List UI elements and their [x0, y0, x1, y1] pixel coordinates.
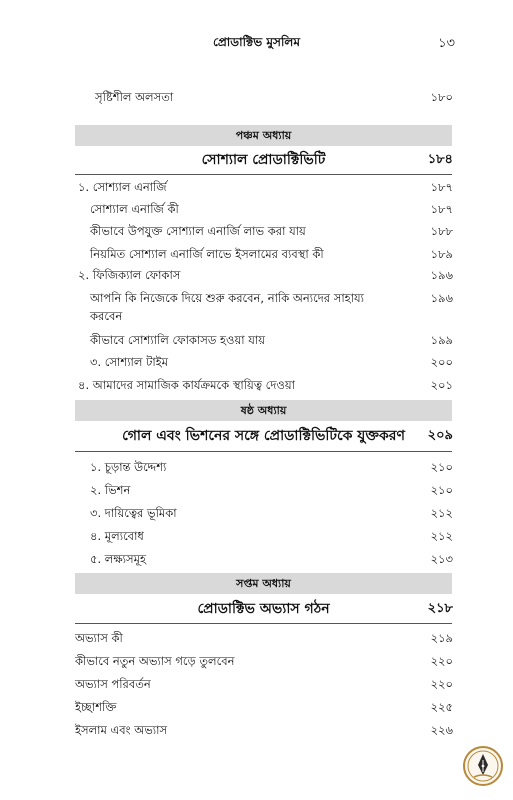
toc-entry-page: ২১৯ [430, 631, 453, 645]
chapter-page: ২০৯ [427, 428, 453, 443]
toc-entry-label: ৫. লক্ষ্যসমূহ [90, 552, 147, 566]
toc-entry-continuation [0, 305, 513, 327]
toc-entry [0, 176, 513, 198]
toc-entry-label: ২. ফিজিক্যাল ফোকাস [78, 268, 181, 282]
chapter-band: ষষ্ঠ অধ্যায় [75, 400, 452, 421]
toc-entry-page: ২১২ [430, 529, 453, 543]
toc-entry [0, 548, 513, 570]
chapter-band: সপ্তম অধ্যায় [75, 573, 452, 594]
toc-entry-label: কীভাবে সোশ্যালি ফোকাসড হওয়া যায় [90, 333, 266, 347]
toc-entry-page: ২২৫ [430, 700, 453, 714]
toc-entry [0, 525, 513, 547]
divider [75, 623, 452, 624]
toc-entry-page: ২২৬ [430, 723, 453, 737]
toc-entry [0, 86, 513, 108]
toc-entry-label: ইসলাম এবং অভ্যাস [75, 723, 168, 737]
chapter-page: ১৮৪ [427, 152, 453, 167]
toc-entry-label: কীভাবে উপযুক্ত সোশ্যাল এনার্জি লাভ করা যায় [90, 224, 306, 238]
page-number: ১৩ [438, 36, 455, 51]
chapter-title-row [0, 596, 513, 622]
publisher-logo [462, 745, 504, 787]
toc-entry-page: ২০০ [430, 355, 453, 369]
toc-entry-label: ৩. সোশ্যাল টাইম [90, 355, 169, 369]
toc-entry [0, 479, 513, 501]
toc-entry [0, 329, 513, 351]
toc-entry-label: ইচ্ছাশক্তি [75, 700, 117, 714]
chapter-title-row [0, 147, 513, 173]
chapter-title-row [0, 423, 513, 449]
toc-entry [0, 456, 513, 478]
chapter-title: প্রোডাক্টিভ অভ্যাস গঠন [197, 601, 330, 617]
chapter-page: ২১৮ [427, 601, 453, 616]
toc-entry-label: সৃষ্টিশীল অলসতা [95, 90, 174, 104]
divider [75, 451, 452, 452]
toc-entry-page: ১৯৬ [430, 268, 453, 282]
toc-entry [0, 627, 513, 649]
toc-entry-page: ১৮৭ [430, 180, 453, 194]
toc-entry-label: অভ্যাস পরিবর্তন [75, 677, 151, 691]
toc-entry-label: আপনি কি নিজেকে দিয়ে শুরু করবেন, নাকি অন্যদের সাহায্য [90, 291, 364, 305]
toc-entry [0, 374, 513, 396]
toc-entry-page: ২১০ [430, 483, 453, 497]
toc-entry-label: অভ্যাস কী [75, 631, 123, 645]
toc-entry [0, 198, 513, 220]
toc-entry-label: কীভাবে নতুন অভ্যাস গড়ে তুলবেন [75, 654, 235, 668]
toc-entry-label: ১. চূড়ান্ত উদ্দেশ্য [90, 460, 167, 474]
chapter-title: গোল এবং ভিশনের সঙ্গে প্রোডাক্টিভিটিকে যুক্তকরণ [122, 428, 405, 444]
toc-entry-label: করবেন [90, 309, 123, 323]
toc-entry [0, 243, 513, 265]
toc-entry-label: ১. সোশ্যাল এনার্জি [78, 180, 167, 194]
toc-entry-page: ২২০ [430, 677, 453, 691]
toc-entry [0, 220, 513, 242]
toc-entry-label: সোশ্যাল এনার্জি কী [90, 202, 179, 216]
toc-entry-page: ১৯৬ [430, 291, 453, 305]
toc-entry-page: ১৮০ [430, 90, 453, 104]
toc-entry-label: ৪. মূল্যবোধ [90, 529, 144, 543]
toc-entry-page: ১৮৯ [430, 247, 453, 261]
divider [75, 174, 452, 175]
running-title: প্রোডাক্টিভ মুসলিম [212, 35, 301, 49]
toc-entry [0, 696, 513, 718]
toc-entry-page: ১৮৮ [430, 224, 453, 238]
toc-entry-page: ২১০ [430, 460, 453, 474]
toc-entry [0, 650, 513, 672]
toc-entry [0, 673, 513, 695]
toc-entry-page: ১৮৭ [430, 202, 453, 216]
toc-entry-page: ২১২ [430, 506, 453, 520]
chapter-band: পঞ্চম অধ্যায় [75, 125, 452, 146]
toc-entry [0, 719, 513, 741]
toc-entry [0, 264, 513, 286]
toc-entry [0, 351, 513, 373]
pen-nib-emblem-icon [462, 745, 504, 787]
toc-entry-page: ২২০ [430, 654, 453, 668]
toc-entry-label: নিয়মিত সোশ্যাল এনার্জি লাভে ইসলামের ব্যবস্থা কী [90, 247, 324, 261]
toc-entry-page: ২০১ [430, 378, 453, 392]
toc-entry [0, 502, 513, 524]
toc-entry-page: ২১৩ [430, 552, 453, 566]
toc-entry-label: ২. ভিশন [90, 483, 131, 497]
toc-entry-label: ৪. আমাদের সামাজিক কার্যক্রমকে স্থায়িত্ব দেওয়া [78, 378, 295, 392]
toc-entry-label: ৩. দায়িত্বের ভূমিকা [90, 506, 177, 520]
chapter-title: সোশ্যাল প্রোডাক্টিভিটি [201, 152, 326, 168]
toc-entry-page: ১৯৯ [430, 333, 453, 347]
